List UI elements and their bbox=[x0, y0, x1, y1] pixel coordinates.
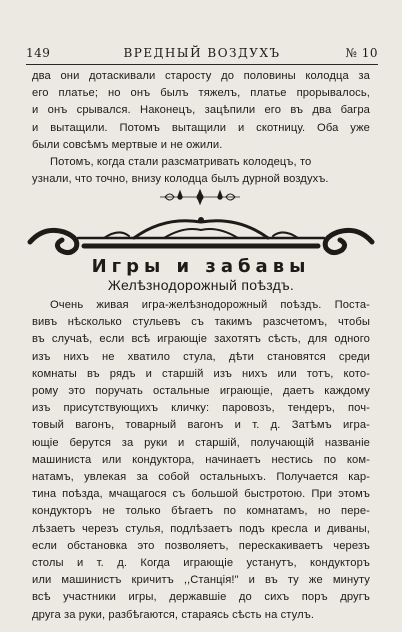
article-title: Желѣзнодорожный поѣздъ. bbox=[107, 277, 295, 293]
text-line: изъ нихъ не хватило стула, дѣти становятся среди bbox=[32, 350, 370, 363]
text-line: узнали, что точно, внизу колодца былъ дурной воздухъ. bbox=[32, 173, 329, 186]
text-line: машиниста или кондуктора, начинаетъ нестись по ком- bbox=[32, 453, 370, 466]
text-line: его платье; но онъ былъ тяжелъ, платье прорывалось, bbox=[32, 87, 370, 100]
text-line: и вытащили. Потомъ вытащили и скотницу. Оба уже bbox=[32, 121, 370, 134]
text-line: въ случаѣ, если всѣ играющіе захотятъ сѣсть, для одного bbox=[32, 333, 370, 346]
text-line: и онъ срывался. Наконецъ, зацѣпили его въ два багра bbox=[32, 104, 370, 117]
running-header bbox=[26, 46, 378, 62]
running-title: ВРЕДНЫЙ ВОЗДУХЪ bbox=[123, 46, 281, 60]
text-line: два они дотаскивали старосту до половины колодца за bbox=[32, 70, 370, 82]
issue-number: № 10 bbox=[345, 46, 378, 60]
floral-divider-icon bbox=[150, 188, 250, 206]
text-line: или машинистъ кричитъ ,,Станція!" и въ ту же минуту bbox=[32, 574, 370, 587]
text-line: рому это поручать остальные играющіе, даетъ каждому bbox=[32, 385, 370, 398]
header-rule bbox=[26, 64, 378, 65]
text-line: друга за руки, разбѣгаются, стараясь сѣсть на стулъ. bbox=[32, 608, 315, 621]
text-line: товый вагонъ, товарный вагонъ и т. д. Затѣмъ игра- bbox=[32, 419, 370, 432]
text-line: всѣ участники игры, державшіе до сихъ поръ другъ bbox=[32, 591, 370, 604]
text-line: Очень живая игра-желѣзнодорожный поѣздъ. Поста- bbox=[50, 299, 370, 311]
text-line: натамъ, увлекая за собой остальныхъ. Получается кар- bbox=[32, 471, 370, 484]
section-title: Игры и забавы bbox=[91, 256, 311, 277]
page-number: 149 bbox=[26, 46, 51, 60]
text-line: вивъ нѣсколько стульевъ съ такимъ разсчетомъ, чтобы bbox=[32, 316, 370, 329]
text-line: столы и т. д. Когда играющіе устанутъ, кондукторъ bbox=[32, 557, 370, 570]
text-line: если обстановка это позволяетъ, перескакиваетъ черезъ bbox=[32, 539, 370, 552]
text-line: комнаты въ рядъ и старшій изъ нихъ или тотъ, кото- bbox=[32, 367, 370, 380]
text-line: лѣзаетъ черезъ стулья, подлѣзаетъ подъ кресла и диваны, bbox=[32, 522, 370, 535]
text-line: Потомъ, когда стали разсматривать колодецъ, то bbox=[50, 156, 312, 169]
ornamental-banner-icon bbox=[24, 208, 378, 258]
previous-article-ending bbox=[32, 68, 370, 188]
article-body bbox=[32, 297, 370, 624]
text-line: кондукторъ не только бѣгаетъ по комнатамъ, но пере- bbox=[32, 505, 370, 518]
text-line: были совсѣмъ мертвые и не ожили. bbox=[32, 138, 223, 151]
text-line: тина поѣзда, мчащагося съ большой быстротою. При этомъ bbox=[32, 488, 370, 501]
text-line: ющіе берутся за руки и старшій, получающій названіе bbox=[32, 436, 370, 449]
text-line: изъ присутствующихъ кличку: паровозъ, тендеръ, поч- bbox=[32, 402, 370, 415]
